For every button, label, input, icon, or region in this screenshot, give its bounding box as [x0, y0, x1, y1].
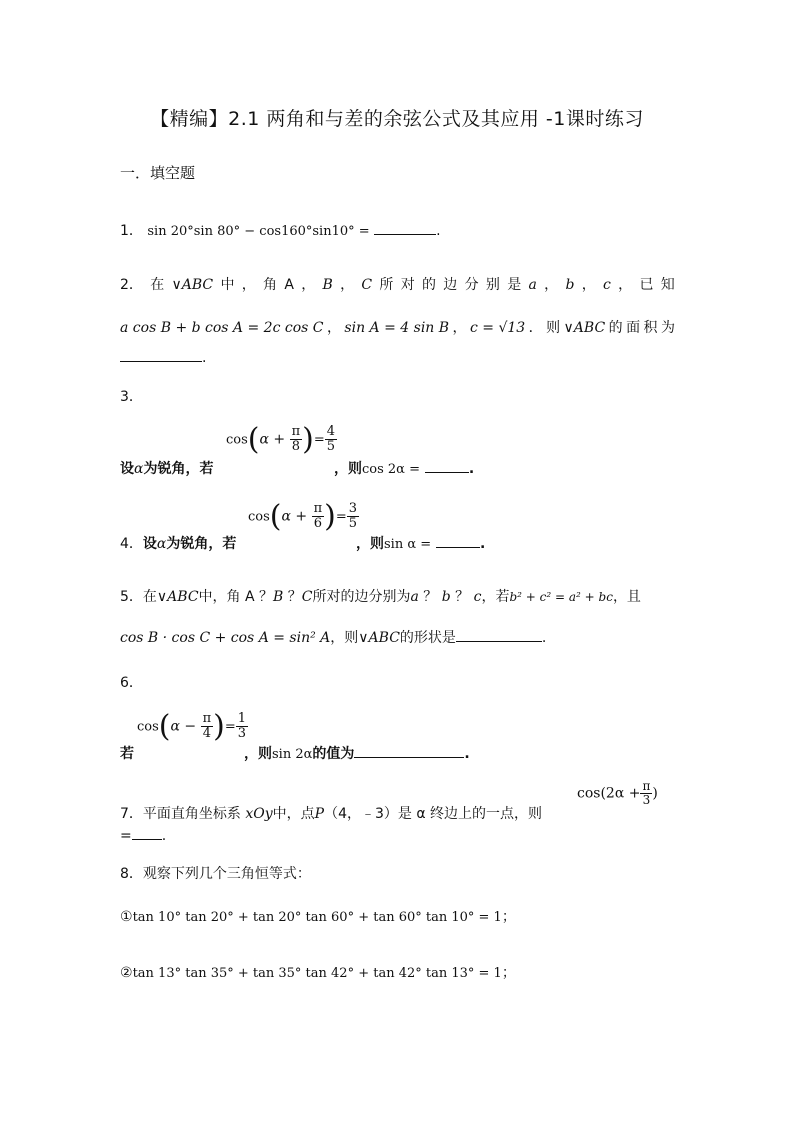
question-4-formula: [248, 499, 359, 534]
text: 中，角 A ？: [198, 589, 274, 605]
text: 观察下列几个三角恒等式：: [142, 866, 311, 882]
question-4-suffix: [356, 533, 485, 553]
math-expression: a cos B + b cos A = 2c cos C: [120, 320, 324, 336]
fraction: [201, 712, 214, 742]
fraction: [325, 425, 337, 455]
math-expression: sin A = 4 sin B: [344, 320, 450, 336]
text: ．: [528, 320, 543, 336]
fraction-numerator: 4: [326, 423, 336, 439]
section-heading: 一．填空题: [120, 164, 196, 182]
question-2-line-2: [120, 317, 675, 337]
text: ，则: [334, 461, 362, 477]
text: ，: [618, 277, 633, 293]
text: ，: [581, 277, 596, 293]
answer-blank[interactable]: [436, 535, 480, 548]
paren-close: ): [302, 422, 314, 457]
question-6-formula: [137, 709, 248, 744]
circled-number: ①: [120, 909, 133, 925]
text: 的: [608, 320, 623, 336]
text: 别: [485, 277, 500, 293]
text: ？: [450, 589, 474, 605]
paren-open: (: [269, 499, 282, 534]
paren-open: (: [247, 422, 260, 457]
math-expression: tan 13° tan 35° + tan 35° tan 42° + tan 42° tan 13° = 1: [132, 966, 502, 981]
math-var: B: [322, 277, 333, 293]
question-number: 8．: [120, 866, 143, 882]
math-var: c: [603, 277, 611, 293]
answer-blank[interactable]: [425, 460, 469, 473]
question-number: 5．: [120, 589, 143, 605]
question-1: [120, 220, 441, 240]
question-3-formula: [226, 422, 337, 457]
math-var: C: [301, 589, 313, 605]
question-5-line-1: [120, 586, 641, 606]
text: 中: [220, 277, 235, 293]
circled-number: ②: [120, 965, 133, 981]
text: 在: [150, 277, 165, 293]
identity-2: [120, 962, 516, 982]
fraction: [640, 780, 652, 807]
text: （4，﹣3）是 α 终边上的一点，则: [324, 806, 543, 822]
math-var: P: [314, 806, 325, 822]
math-func: cos: [248, 509, 270, 525]
text: 的值为: [312, 746, 355, 762]
equals: =: [335, 509, 347, 525]
identity-1: [120, 906, 516, 926]
text: ？: [283, 589, 302, 605]
math-expression: cos(2α +: [577, 785, 641, 802]
question-3-prefix: [120, 458, 213, 478]
math-var: B: [273, 589, 284, 605]
text: ，: [452, 320, 467, 336]
text: 为: [660, 320, 675, 336]
math-expression: tan 10° tan 20° + tan 20° tan 60° + tan 60° tan 10° = 1: [132, 910, 502, 925]
text: 边: [443, 277, 458, 293]
text: 的: [422, 277, 436, 293]
math-expression: cos 2α =: [362, 462, 420, 477]
paren-close: ): [652, 785, 658, 802]
question-6-prefix: 若: [120, 746, 134, 762]
math-var: xOy: [245, 806, 273, 822]
text: 平面直角坐标系: [142, 806, 241, 822]
question-number: 1．: [120, 223, 143, 239]
text: A: [284, 277, 294, 293]
punctuation: .: [202, 350, 207, 366]
text: 设: [120, 461, 134, 477]
answer-blank[interactable]: [456, 629, 542, 642]
punctuation: .: [464, 746, 470, 762]
fraction-denominator: 6: [313, 516, 322, 531]
question-6-suffix: [244, 743, 470, 763]
question-number: 2．: [120, 277, 143, 293]
fraction-denominator: 5: [326, 439, 336, 454]
fraction: [236, 712, 248, 742]
text: 为锐角，若: [143, 461, 214, 477]
text: 对: [400, 277, 415, 293]
text: 是: [507, 277, 522, 293]
paren-close: ): [213, 709, 225, 744]
text: 在: [142, 589, 157, 605]
math-expression: sin α =: [384, 537, 432, 552]
question-6-number: 6．: [120, 675, 143, 691]
fraction-denominator: 4: [202, 726, 211, 741]
math-var: c: [473, 589, 482, 605]
text: ，则: [356, 536, 384, 552]
question-3-suffix: [334, 458, 474, 478]
punctuation: ；: [501, 909, 516, 925]
text: ，: [340, 277, 355, 293]
answer-blank[interactable]: [120, 349, 202, 362]
text: 设: [142, 536, 157, 552]
math-func: cos: [226, 432, 248, 448]
math-expression: α +: [281, 508, 312, 525]
text: 则: [546, 320, 561, 336]
text: 中，点: [272, 806, 315, 822]
math-var: α: [156, 536, 167, 552]
fraction-numerator: π: [313, 500, 323, 516]
triangle-symbol: ∨ABC: [358, 630, 400, 646]
fraction-numerator: π: [291, 423, 301, 439]
math-expression: b² + c² = a² + bc: [509, 590, 613, 604]
punctuation: ；: [501, 965, 516, 981]
question-7-line-2: [120, 827, 166, 844]
text: ，: [544, 277, 559, 293]
fraction-denominator: 3: [237, 726, 247, 741]
equals: =: [224, 719, 236, 735]
text: 知: [660, 277, 675, 293]
fraction-numerator: 1: [237, 710, 247, 726]
math-var: C: [361, 277, 373, 293]
paren-open: (: [158, 709, 171, 744]
question-2-line-1: [120, 274, 675, 294]
fraction-numerator: π: [642, 779, 651, 793]
text: ，: [241, 277, 256, 293]
answer-blank[interactable]: [374, 222, 436, 235]
question-5-line-2: [120, 627, 546, 647]
text: ，则: [330, 630, 359, 646]
fraction: [312, 502, 325, 532]
text: ，: [301, 277, 316, 293]
text: 所: [379, 277, 394, 293]
math-expression: α −: [170, 718, 201, 735]
text: 为锐角，若: [166, 536, 237, 552]
math-var: α: [134, 461, 144, 477]
fraction-numerator: 3: [348, 500, 358, 516]
answer-blank[interactable]: [354, 745, 464, 758]
math-var: b: [441, 589, 451, 605]
punctuation: .: [468, 461, 475, 477]
math-expression: sin 20°sin 80° − cos160°sin10° =: [147, 224, 370, 239]
text: 积: [643, 320, 658, 336]
text: ？: [418, 589, 442, 605]
fraction-denominator: 5: [348, 516, 358, 531]
math-expression: sin 2α: [272, 747, 313, 762]
text: ，: [326, 320, 341, 336]
answer-blank[interactable]: [132, 827, 162, 840]
math-var: a: [528, 277, 537, 293]
equals: =: [313, 432, 325, 448]
text: 角: [263, 277, 278, 293]
math-expression: c = √13: [469, 320, 526, 336]
question-8: [120, 863, 311, 883]
text: 所对的边分别为: [312, 589, 411, 605]
question-3-number: 3．: [120, 389, 143, 405]
punctuation: .: [161, 828, 167, 844]
punctuation: .: [541, 630, 547, 646]
question-2-line-3: [120, 349, 206, 366]
fraction-denominator: 8: [291, 439, 300, 454]
text: ，且: [612, 589, 641, 605]
text: ，若: [481, 589, 510, 605]
text: ，则: [244, 746, 272, 762]
punctuation: .: [436, 223, 441, 239]
text: 面: [626, 320, 641, 336]
question-7-line-1: [120, 803, 542, 823]
math-var: b: [565, 277, 575, 293]
math-expression: cos B · cos C + cos A = sin² A: [120, 630, 331, 646]
page-title: 【精编】2.1 两角和与差的余弦公式及其应用 -1课时练习: [150, 108, 644, 130]
fraction: [347, 502, 359, 532]
fraction: [290, 425, 303, 455]
math-func: cos: [137, 719, 159, 735]
math-var: a: [410, 589, 419, 605]
text: 的形状是: [399, 630, 456, 646]
paren-close: ): [324, 499, 336, 534]
triangle-symbol: ∨ABC: [156, 589, 199, 605]
triangle-symbol: ∨ABC: [563, 320, 606, 336]
question-number: 4．: [120, 536, 143, 552]
question-7-formula: [577, 780, 658, 807]
text: 分: [464, 277, 479, 293]
punctuation: .: [480, 536, 486, 552]
fraction-denominator: 3: [642, 793, 651, 808]
fraction-numerator: π: [202, 710, 212, 726]
text: 已: [639, 277, 654, 293]
triangle-symbol: ∨ABC: [171, 277, 214, 293]
equals: =: [120, 828, 132, 844]
math-expression: α +: [259, 431, 290, 448]
question-number: 7．: [120, 806, 143, 822]
question-4-prefix: [120, 533, 236, 553]
